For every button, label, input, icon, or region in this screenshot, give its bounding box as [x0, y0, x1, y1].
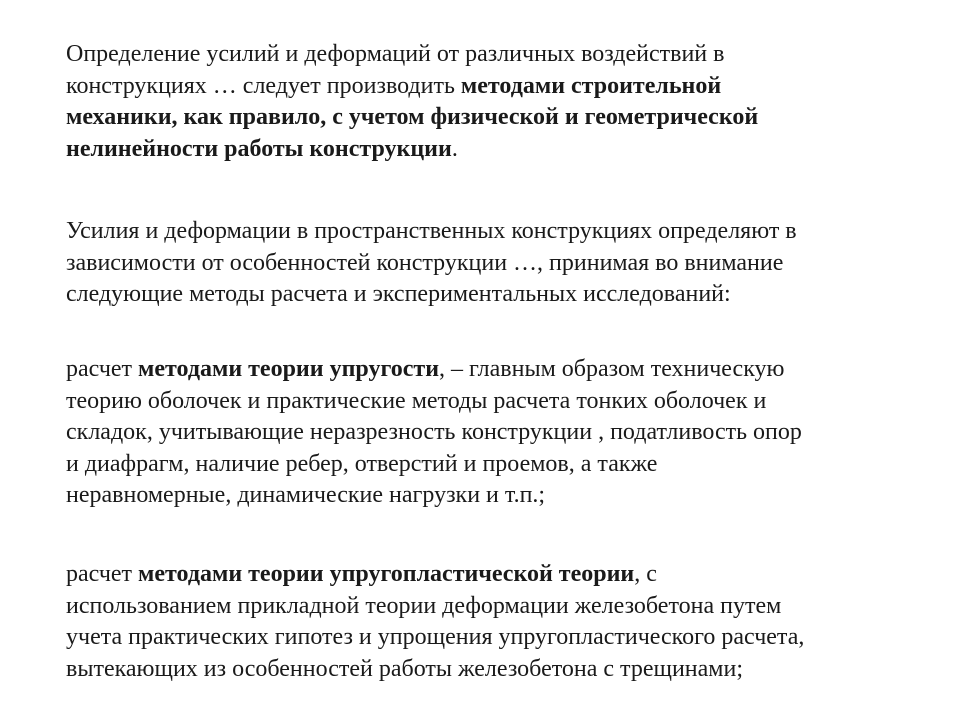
text-run: Определение усилий и деформаций от различных воздействий в — [66, 41, 725, 67]
text-run: , с — [634, 561, 657, 587]
text-line — [66, 591, 906, 623]
text-run: расчет — [66, 356, 139, 382]
text-line — [66, 449, 906, 481]
text-line — [66, 279, 906, 311]
text-line — [66, 480, 906, 512]
bold-text: нелинейности работы конструкции — [66, 135, 452, 162]
text-run: Усилия и деформации в пространственных конструкциях определяют в — [66, 218, 797, 244]
bold-text: методами теории упругости — [138, 356, 440, 382]
bold-text: методами теории упругопластической теории — [138, 561, 635, 587]
text-run: зависимости от особенностей конструкции …, принимая во внимание — [66, 249, 784, 276]
text-line — [66, 102, 906, 134]
text-run: расчет — [66, 561, 139, 587]
text-run: неравномерные, динамические нагрузки и т.п.; — [66, 482, 546, 508]
bold-text: методами строительной — [460, 72, 722, 99]
text-line — [66, 134, 906, 166]
text-line — [66, 354, 906, 386]
text-run: конструкциях … следует производить — [66, 72, 461, 99]
text-line — [66, 654, 906, 686]
paragraph-elastoplastic-method — [66, 559, 906, 685]
text-line — [66, 622, 906, 654]
text-run: теорию оболочек и практические методы расчета тонких оболочек и — [66, 387, 767, 414]
text-run: , – главным образом техническую — [439, 356, 785, 382]
text-run: учета практических гипотез и упрощения упругопластического расчета, — [66, 624, 805, 650]
text-line — [66, 559, 906, 591]
paragraph-elasticity-method — [66, 354, 906, 512]
text-run: использованием прикладной теории деформации железобетона путем — [66, 592, 782, 619]
paragraph-definition — [66, 39, 906, 165]
text-run: . — [451, 135, 458, 162]
text-line — [66, 71, 906, 103]
text-run: и диафрагм, наличие ребер, отверстий и проемов, а также — [66, 450, 658, 477]
text-line — [66, 386, 906, 418]
text-run: складок, учитывающие неразрезность конструкции , податливость опор — [66, 419, 802, 445]
text-line — [66, 417, 906, 449]
text-line — [66, 39, 906, 71]
text-run: вытекающих из особенностей работы железобетона с трещинами; — [66, 655, 744, 682]
text-line — [66, 248, 906, 280]
text-run: следующие методы расчета и экспериментальных исследований: — [66, 281, 731, 307]
bold-text: механики, как правило, с учетом физической и геометрической — [66, 104, 759, 130]
paragraph-spatial-structures — [66, 216, 906, 311]
text-line — [66, 216, 906, 248]
